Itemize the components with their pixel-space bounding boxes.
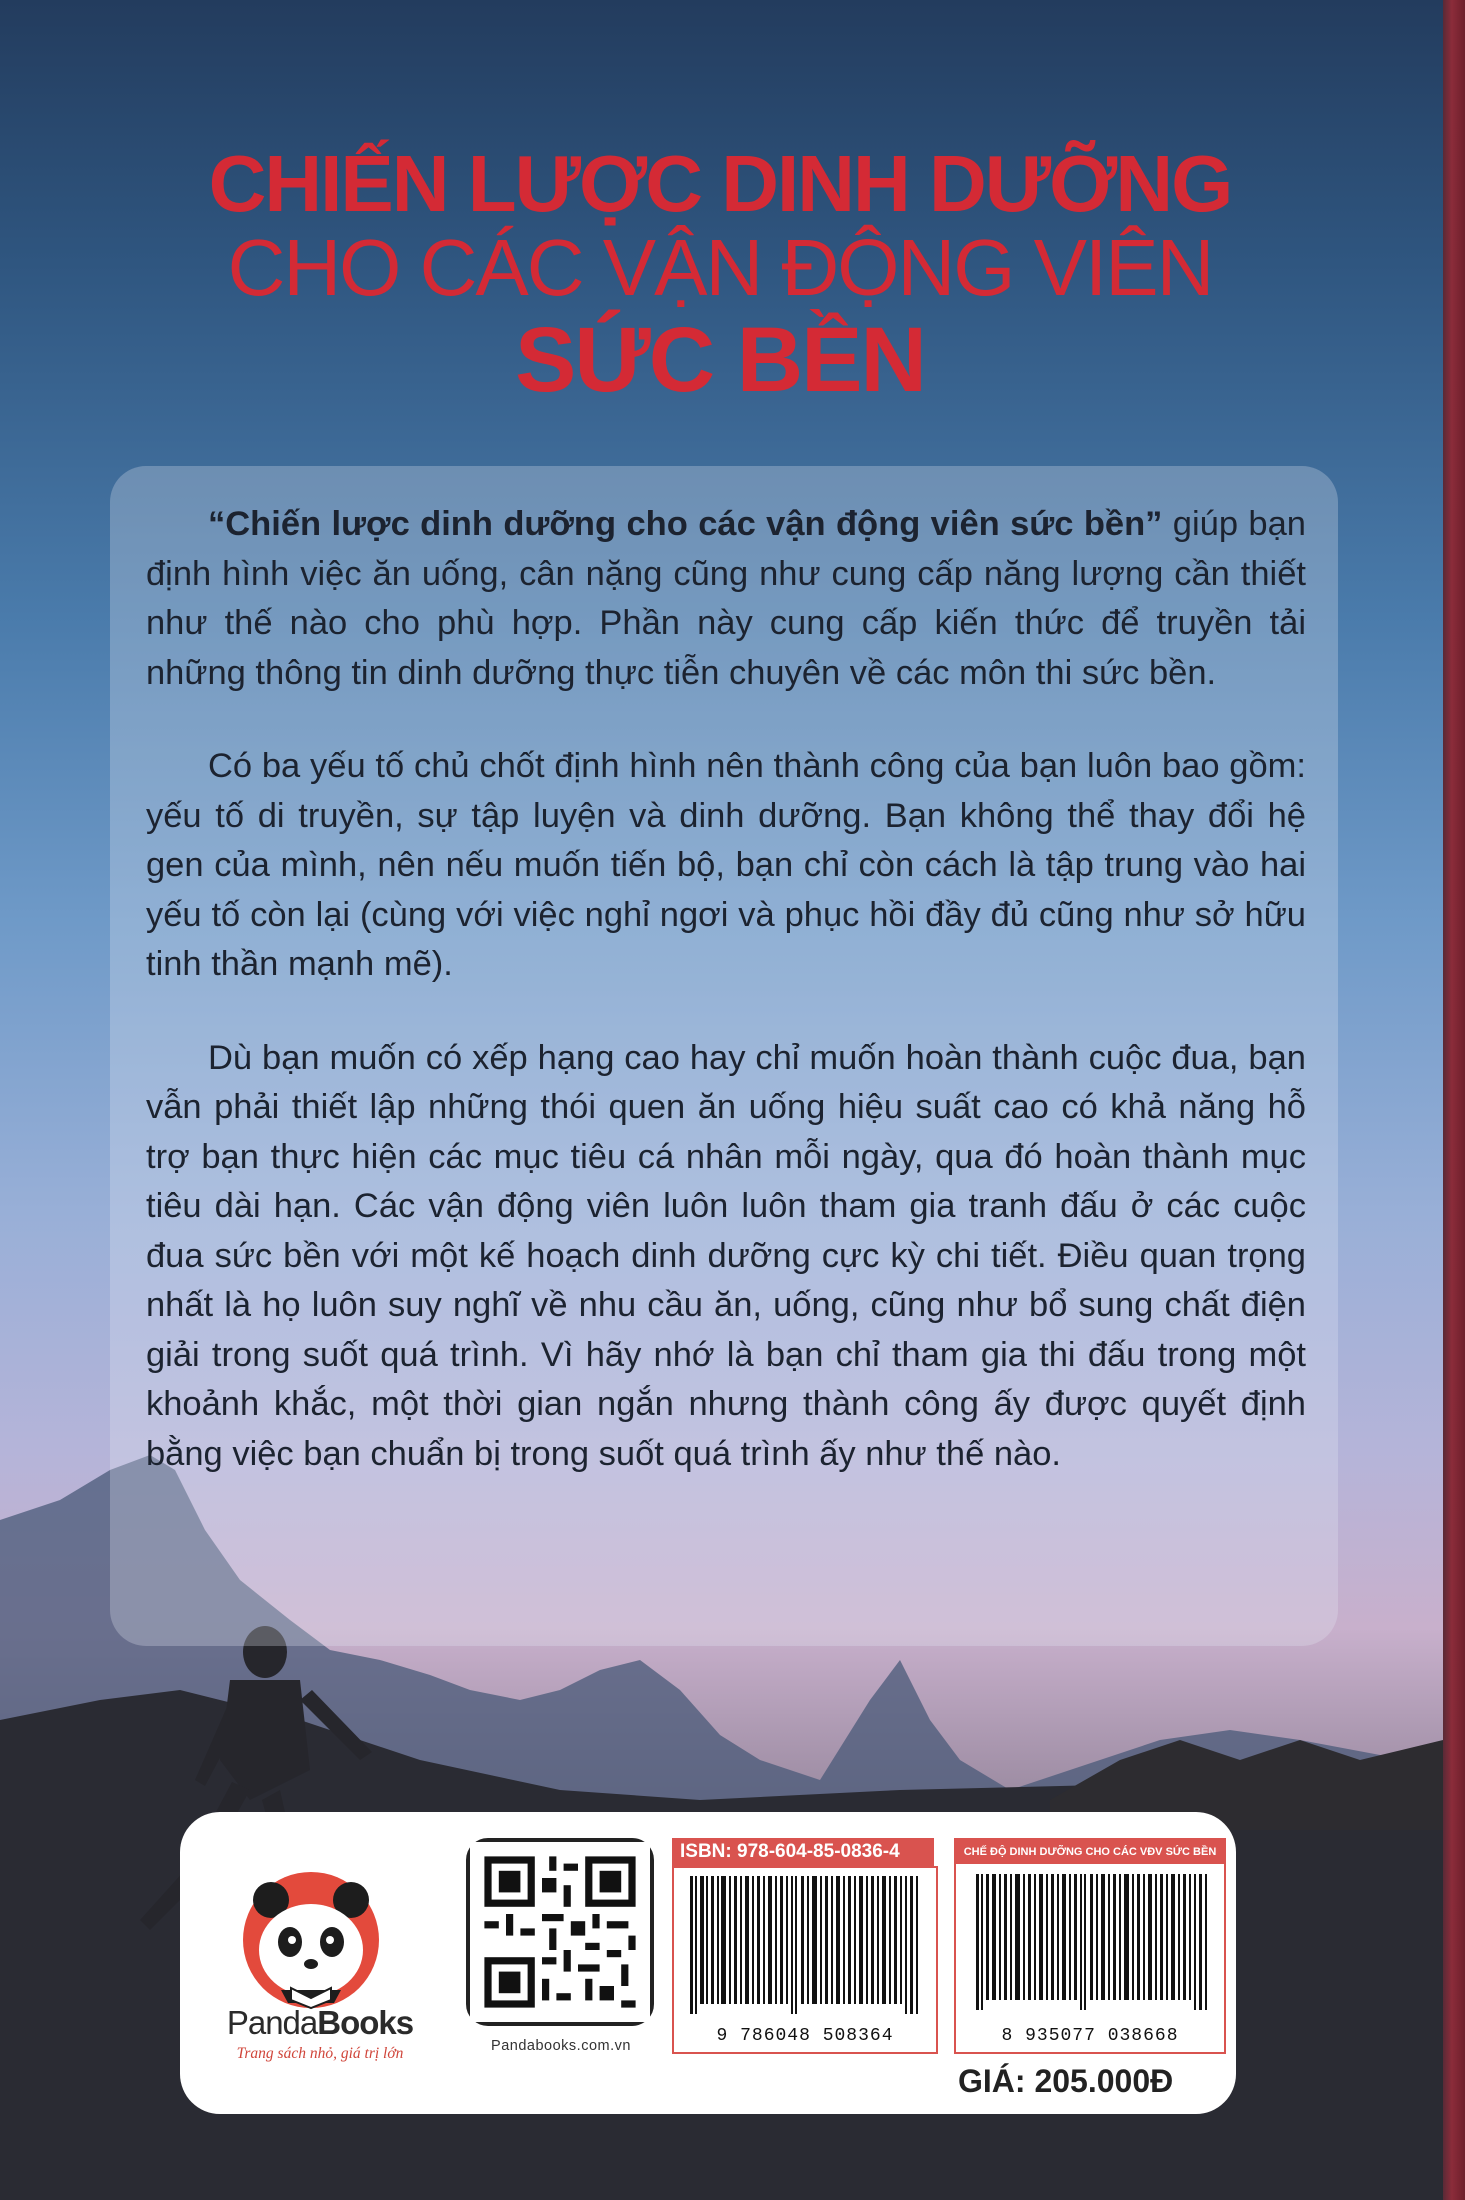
publisher-name-part2: Books [317, 2004, 414, 2041]
book-title-line-1: CHIẾN LƯỢC DINH DƯỠNG [208, 139, 1232, 228]
paragraph-1-rest: giúp bạn định hình việc ăn uống, cân nặng cũng như cung cấp năng lượng cần thiết như thế nào cho phù hợp. Phần này cung cấp kiến thức để truyền tải những thông tin dinh dưỡng thực tiễn chuyên về các môn thi sức bền. [146, 505, 1306, 692]
publisher-slogan: Trang sách nhỏ, giá trị lớn [236, 2045, 404, 2062]
description-text [146, 500, 1306, 1523]
product-digits: 8 935077 038668 [1001, 2026, 1179, 2046]
spine-edge [1443, 0, 1465, 2200]
paragraph-1 [146, 500, 1306, 698]
product-barcode [954, 1838, 1226, 2054]
publisher-name [210, 2004, 430, 2042]
isbn-digits: 9 786048 508364 [716, 2026, 894, 2046]
product-barcode-label: CHẾ ĐỘ DINH DƯỠNG CHO CÁC VĐV SỨC BỀN [956, 1840, 1224, 1864]
isbn-barcode [672, 1866, 938, 2054]
paragraph-1-bold: “Chiến lược dinh dưỡng cho các vận động viên sức bền” [208, 505, 1163, 543]
paragraph-3: Dù bạn muốn có xếp hạng cao hay chỉ muốn hoàn thành cuộc đua, bạn vẫn phải thiết lập những thói quen ăn uống hiệu suất cao có khả năng hỗ trợ bạn thực hiện các mục tiêu cá nhân mỗi ngày, qua đó hoàn thành mục tiêu dài hạn. Các vận động viên luôn luôn tham gia tranh đấu ở các cuộc đua sức bền với một kế hoạch dinh dưỡng cực kỳ chi tiết. Điều quan trọng nhất là họ luôn suy nghĩ về nhu cầu ăn, uống, cũng như bổ sung chất điện giải trong suốt quá trình. Vì hãy nhớ là bạn chỉ tham gia thi đấu trong một khoảnh khắc, một thời gian ngắn nhưng thành công ấy được quyết định bằng việc bạn chuẩn bị trong suốt quá trình ấy như thế nào. [146, 1038, 1306, 1473]
book-title-line-3: SỨC BỀN [515, 309, 925, 411]
publisher-website: Pandabooks.com.vn [491, 2038, 631, 2054]
book-title-line-2: CHO CÁC VẬN ĐỘNG VIÊN [227, 223, 1213, 312]
publisher-name-part1: Panda [226, 2004, 318, 2041]
barcode-bars-icon [674, 1868, 936, 2052]
paragraph-2: Có ba yếu tố chủ chốt định hình nên thành công của bạn luôn bao gồm: yếu tố di truyền, sự tập luyện và dinh dưỡng. Bạn không thể thay đổi hệ gen của mình, nên nếu muốn tiến bộ, bạn chỉ còn cách là tập trung vào hai yếu tố còn lại (cùng với việc nghỉ ngơi và phục hồi đầy đủ cũng như sở hữu tinh thần mạnh mẽ). [146, 747, 1306, 983]
qr-code [466, 1838, 654, 2026]
isbn-label: ISBN: 978-604-85-0836-4 [672, 1838, 934, 1866]
barcode-bars-icon [956, 1840, 1224, 2052]
qr-code-icon [470, 1842, 650, 2022]
price-label: GIÁ: 205.000Đ [958, 2063, 1174, 2099]
